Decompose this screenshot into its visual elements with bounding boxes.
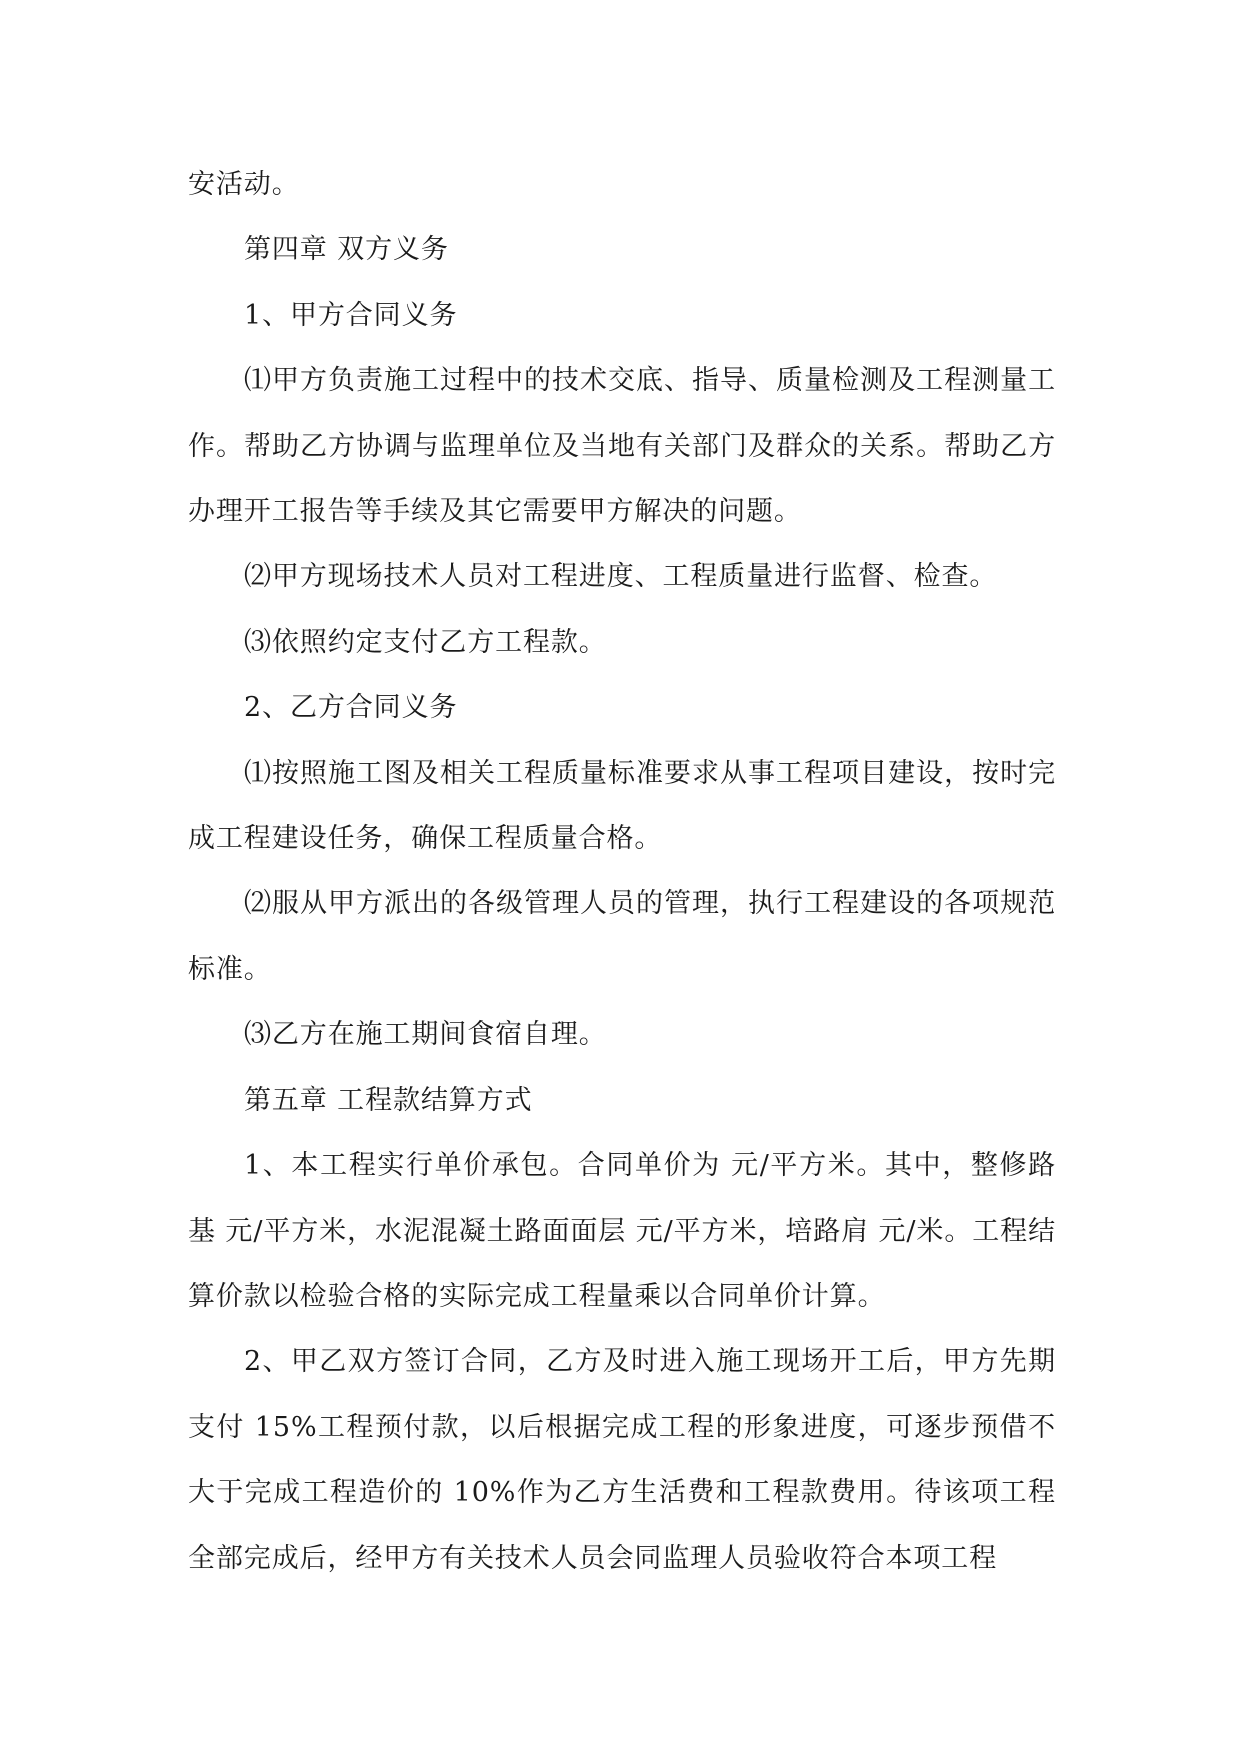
section-heading-party-b: 2、乙方合同义务 xyxy=(244,692,458,724)
chapter-heading-5: 第五章 工程款结算方式 xyxy=(244,1084,533,1116)
paragraph-party-a-item-2: ⑵甲方现场技术人员对工程进度、工程质量进行监督、检查。 xyxy=(244,561,998,593)
document-body xyxy=(188,152,1056,1591)
paragraph-party-b-item-1: ⑴按照施工图及相关工程质量标准要求从事工程项目建设，按时完成工程建设任务，确保工程质量合格。 xyxy=(188,757,1056,855)
section-heading-party-a: 1、甲方合同义务 xyxy=(244,299,458,331)
paragraph-continuation: 安活动。 xyxy=(188,169,300,200)
chapter-heading-4: 第四章 双方义务 xyxy=(244,234,449,266)
paragraph-settlement-1: 1、本工程实行单价承包。合同单价为 元/平方米。其中，整修路基 元/平方米，水泥混凝土路面面层 元/平方米，培路肩 元/米。工程结算价款以检验合格的实际完成工程量乘以合同单价计算。 xyxy=(188,1150,1056,1312)
paragraph-party-b-item-2: ⑵服从甲方派出的各级管理人员的管理，执行工程建设的各项规范标准。 xyxy=(188,888,1056,985)
paragraph-party-a-item-1: ⑴甲方负责施工过程中的技术交底、指导、质量检测及工程测量工作。帮助乙方协调与监理单位及当地有关部门及群众的关系。帮助乙方办理开工报告等手续及其它需要甲方解决的问题。 xyxy=(188,365,1056,528)
paragraph-party-b-item-3: ⑶乙方在施工期间食宿自理。 xyxy=(244,1019,607,1051)
paragraph-party-a-item-3: ⑶依照约定支付乙方工程款。 xyxy=(244,626,607,658)
paragraph-settlement-2: 2、甲乙双方签订合同，乙方及时进入施工现场开工后，甲方先期支付 15%工程预付款，以后根据完成工程的形象进度，可逐步预借不大于完成工程造价的 10%作为乙方生活费和工程款费用。待该项工程全部完成后，经甲方有关技术人员会同监理人员验收符合本项工程 xyxy=(188,1346,1056,1574)
